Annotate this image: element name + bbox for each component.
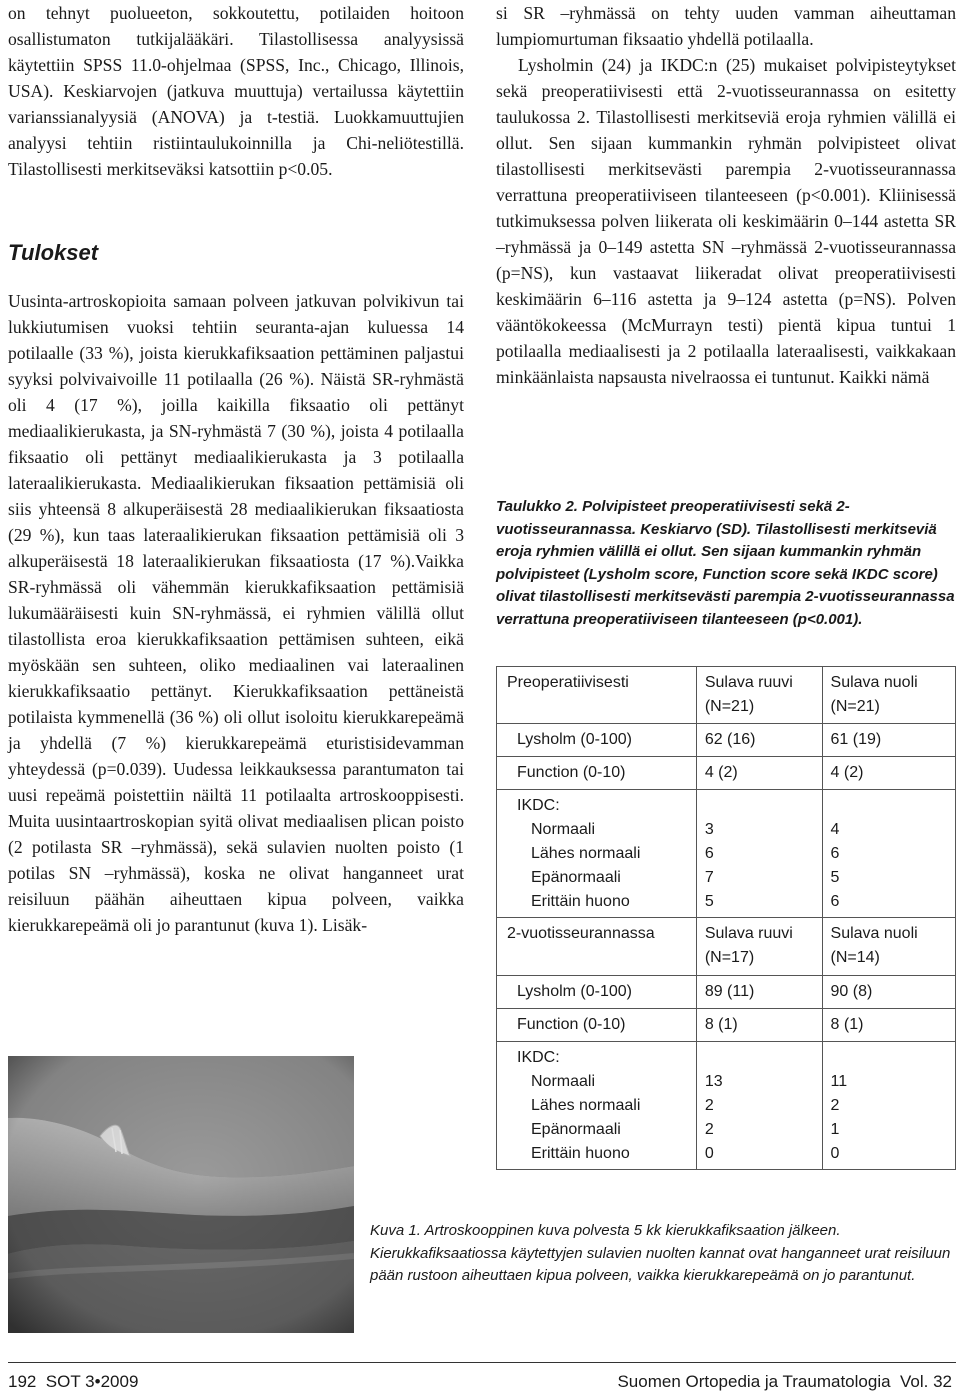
figure-caption: Kuva 1. Artroskooppinen kuva polvesta 5 kk kierukkafiksaation jälkeen. Kierukkafiksaatiossa käytettyjen sulavien nuolten kannat ovat hanganneet urat reisiluun pään rustoon aiheuttaen kipua polveen, vaikka kierukkarepeämä on jo parantunut. [370, 1222, 951, 1284]
ikdc-value: 11 [830, 1072, 848, 1090]
table-cell [497, 790, 697, 918]
table-cell: Function (0-10) [497, 1008, 697, 1041]
footer-journal-title: Suomen Ortopedia ja Traumatologia Vol. 32 [617, 1372, 952, 1391]
table-row [497, 918, 956, 975]
ikdc-value: 1 [830, 1120, 840, 1138]
table-cell: 61 (19) [822, 724, 955, 757]
ikdc-value: 7 [704, 869, 714, 887]
ikdc-value: 5 [704, 893, 714, 911]
ikdc-row-label: Normaali [531, 1072, 596, 1090]
table-row [497, 757, 956, 790]
ikdc-label: IKDC: [517, 797, 560, 815]
scores-table-wrapper [496, 666, 956, 1170]
ikdc-row-label: Lähes normaali [531, 845, 641, 863]
table-cell: 89 (11) [696, 975, 822, 1008]
methods-paragraph: on tehnyt puolueeton, sokkoutettu, potilaiden hoitoon osallistumaton tutkijalääkäri. Tilastollisessa analyysissä käytettiin SPSS 11.0-ohjelmaa (SPSS, Inc., Chicago, Illinois, USA). Keskiarvojen (jatkuva muuttuja) vertailussa käytettiin varianssianalyysiä (ANOVA) ja t-testiä. Luokkamuuttujien analyysi tehtiin ristiintaulukoinnilla ja Chi-neliötestillä. Tilastollisesti merkitseväksi katsottiin p<0.05. [8, 3, 464, 179]
right-column-text [496, 0, 956, 390]
arthroscopic-image [8, 1056, 354, 1333]
table-caption: Taulukko 2. Polvipisteet preoperatiivisesti sekä 2-vuotisseurannassa. Keskiarvo (SD). Tilastollisesti merkitseviä eroja ryhmien välillä ei ollut. Sen sijaan kummankin ryhmän polvipisteet (Lysholm score, Function score sekä IKDC score) olivat tilastollisesti merkitsevästi parempia 2-vuotisseurannassa verrattuna preoperatiiviseen tilanteeseen (p<0.001). [496, 498, 955, 628]
table-cell: 90 (8) [822, 975, 955, 1008]
table-row [497, 724, 956, 757]
section-heading-results: Tulokset [8, 240, 99, 265]
table-cell: Function (0-10) [497, 757, 697, 790]
ikdc-row-label: Erittäin huono [531, 1144, 630, 1162]
table-row [497, 667, 956, 724]
table-cell [696, 790, 822, 918]
table-cell: Sulava nuoli (N=14) [822, 918, 955, 975]
table-cell [497, 1041, 697, 1169]
ikdc-row-label: Normaali [531, 821, 596, 839]
table-row [497, 975, 956, 1008]
table-cell [696, 1041, 822, 1169]
table-cell: 62 (16) [696, 724, 822, 757]
right-paragraph-scores: Lysholmin (24) ja IKDC:n (25) mukaiset polvipisteytykset sekä preoperatiivisesti että 2-vuotisseurannassa on esitetty taulukossa 2. Tilastollisesti merkitseviä eroja ryhmien välillä ei ollut. Sen sijaan kummankin ryhmän polvipisteet olivat tilastollisesti merkitsevästi parempia 2-vuotisseurannassa verrattuna preoperatiiviseen tilanteeseen (p<0.001). Kliinisessä tutkimuksessa polven liikerata oli keskimäärin 0–144 astetta SR –ryhmässä ja 0–149 astetta SN –ryhmässä 2-vuotisseurannassa (p=NS), kun vastaavat liikeradat olivat preoperatiivisesti keskimäärin 6–116 astetta ja 9–124 astetta (p=NS). Polven vääntökokeessa (McMurrayn testi) pientä kipua tuntui 1 potilaalla mediaalisesti ja 2 potilaalla lateraalisesti, vaikkakaan minkäänlaista napsausta nivelraossa ei tuntunut. Kaikki nämä [496, 55, 956, 387]
ikdc-value: 6 [704, 845, 714, 863]
ikdc-row-label: Lähes normaali [531, 1096, 641, 1114]
ikdc-value: 3 [704, 821, 714, 839]
ikdc-value: 5 [830, 869, 840, 887]
ikdc-row-label: Epänormaali [531, 1120, 621, 1138]
table-row [497, 1008, 956, 1041]
table-cell: Lysholm (0-100) [497, 975, 697, 1008]
table-cell: Lysholm (0-100) [497, 724, 697, 757]
ikdc-value: 0 [704, 1144, 714, 1162]
ikdc-value: 2 [830, 1096, 840, 1114]
table-cell: 2-vuotisseurannassa [497, 918, 697, 975]
table-row [497, 790, 956, 918]
ikdc-row-label: Epänormaali [531, 869, 621, 887]
ikdc-value: 2 [704, 1096, 714, 1114]
left-column [8, 0, 464, 1050]
ikdc-row-label: Erittäin huono [531, 893, 630, 911]
table-cell: 8 (1) [822, 1008, 955, 1041]
ikdc-label: IKDC: [517, 1048, 560, 1066]
ikdc-value: 4 [830, 821, 840, 839]
table-cell [822, 790, 955, 918]
table-cell: Sulava nuoli (N=21) [822, 667, 955, 724]
right-column [496, 0, 956, 470]
ikdc-value: 6 [830, 893, 840, 911]
table-cell: 8 (1) [696, 1008, 822, 1041]
ikdc-value: 2 [704, 1120, 714, 1138]
right-paragraph-continuation: si SR –ryhmässä on tehty uuden vamman aiheuttaman lumpiomurtuman fiksaatio yhdellä potilaalla. [496, 3, 956, 49]
footer-page-info: 192 SOT 3•2009 [8, 1372, 139, 1391]
results-paragraph: Uusinta-artroskopioita samaan polveen jatkuvan polvikivun tai lukkiutumisen vuoksi tehtiin seuranta-ajan kuluessa 14 potilaalle (33 %), joista kierukkafiksaation pettäminen paljastui syyksi polvivaivoille 11 potilaalla (26 %). Näistä SR-ryhmästä oli 4 (17 %), joilla kaikilla fiksaatio oli pettänyt mediaalikierukasta, ja SN-ryhmästä 7 (30 %), joista 4 potilaalla fiksaatio oli pettänyt mediaalikierukasta ja 3 potilaalla lateraalikierukasta. Mediaalikierukan fiksaation pettämisiä oli siis yhteensä 8 alkuperäisestä 28 mediaalikierukan fiksaatiosta (29 %), kun taas lateraalikierukan fiksaation pettämisiä oli 3 alkuperäisestä 18 lateraalikierukan fiksaatiosta (17 %).Vaikka SR-ryhmässä oli vähemmän kierukkafiksaation pettämisiä lukumääräisesti kuin SN-ryhmässä, ei ryhmien välillä ollut tilastollista eroa kierukkafiksaation pettämisen suhteen, eikä myöskään sen suhteen, oliko mediaalinen vai lateraalinen kierukkafiksaatio pettänyt. Kierukkafiksaation pettäneistä potilaista kymmenellä (36 %) oli ollut isoloitu kierukkarepeämä ja yhdellä (7 %) kierukkarepeämä eturistisidevamman yhteydessä (p=0.039). Uudessa leikkauksessa parantumaton tai uusi repeämä poistettiin näiltä 11 potilaalta artroskooppisesti. Muita uusintaartroskopian syitä olivat mediaalisen plican poisto (2 potilasta SR –ryhmässä), sekä sulavien nuolten poisto (1 potilas SN –ryhmässä), koska ne olivat hanganneet urat reisiluun päähän aiheuttaen kipua polveen, vaikka kierukkarepeämä oli jo parantunut (kuva 1). Lisäk- [8, 291, 464, 935]
scores-table [496, 666, 956, 1170]
table-cell: Sulava ruuvi (N=17) [696, 918, 822, 975]
table-cell: 4 (2) [696, 757, 822, 790]
ikdc-value: 6 [830, 845, 840, 863]
table-cell: Preoperatiivisesti [497, 667, 697, 724]
ikdc-value: 0 [830, 1144, 840, 1162]
ikdc-value: 13 [704, 1072, 723, 1090]
table-row [497, 1041, 956, 1169]
table-cell: 4 (2) [822, 757, 955, 790]
arthroscopic-image-drawing [8, 1056, 354, 1333]
footer-divider [8, 1362, 956, 1363]
table-cell [822, 1041, 955, 1169]
table-cell: Sulava ruuvi (N=21) [696, 667, 822, 724]
